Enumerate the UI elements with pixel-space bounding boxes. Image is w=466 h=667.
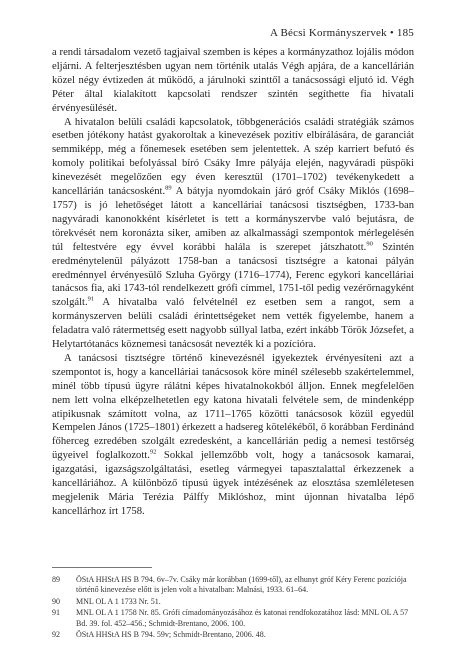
footnote-text: MNL OL A 1 1733 Nr. 51. [76,596,161,606]
footnote-number: 92 [52,630,60,640]
header-separator: • [389,27,394,39]
footnotes [52,575,414,641]
footnote-number: 89 [52,575,60,584]
footnote-reference: 89 [165,184,172,192]
paragraph-text: A tanácsosi tisztségre történő kinevezésnél igyekeztek érvényesíteni azt a szempontot is, hogy a kancelláriai tanácsosok köre minél szélesebb szakértelemmel, minél több típusú ügyre rálátni képes hivatalnokokból álljon. Ennek megfelelően nem lett volna elképzelhetetlen egy katona hivatali felvétele sem, de mindenképp atipikusnak számított volna, az 1711–1765 közötti tanácsosok közül egyedül Kempelen János (1725–1801) érkezett a hadsereg kötelékéből, ő korábban Ferdinánd főherceg ezredében szolgált ezredesként, a kancellárián pedig a nemesi testőrség ügyeivel foglalkozott. [52,352,414,462]
paragraph-text: A hivatalba való felvételnél ez esetben sem a rangot, sem a kormányszerven belüli családi érintettségeket nem vették figyelembe, hanem a feladatra való rátermettség esett nagyobb súllyal latba, ezért inkább Török Józsefet, a Helytartótanács köznemesi tanácsosát nevezték ki a pozícióra. [52,297,414,351]
footnote [52,630,414,640]
footnote-number: 91 [52,608,60,618]
body-paragraph [52,352,414,519]
body-paragraph [52,46,414,116]
body-paragraph [52,116,414,352]
footnote-rule [52,567,152,568]
paragraph-text: a rendi társadalom vezető tagjaival szemben is képes a kormányzathoz lojális módon eljárni. A felterjesztésben ugyan nem történik utalás Végh apjára, de a kancellárián közel négy évtizeden át működő, a járulnoki szinttől a tanácsossági eljutó id. Végh Péter által kialakított kapcsolati rendszer szintén segíthette fia hivatali érvényesülését. [52,47,414,114]
running-head [270,27,414,39]
footnote [52,608,414,629]
running-title: A Bécsi Kormányszervek [270,27,387,39]
footnote-text: ÖStA HHStA HS B 794. 6v–7v. Csáky már korábban (1699-től), az elhunyt gróf Kéry Ferenc pozíciója történő kinevezése előtt is jelen volt a hivatalban: Malnási, 1933. 61–64. [76,575,407,595]
paragraph-text: Szintén eredménytelenül pályázott 1758-ban a tanácsosi tisztségre a katonai pályán eredménnyel érvényesülő Szluha György (1716–1774), Ferenc egykori kancelláriai tanácsos fia, aki 1743-tól rendelkezett grófi címmel, 1751-től pedig vezérőrnagyként szolgált. [52,241,414,309]
paragraph-text: A bátyja nyomdokain járó gróf Csáky Miklós (1698–1757) is jó lehetőséget látott a kancelláriai tanácsosi tisztségben, 1733-ban nagyváradi kanonokként kísérletet is tett a kormányszervbe való bejutásra, de törekvését nem koronázta siker, amiben az alkalmassági szempontok mérlegelésén túl feltestvére egy évvel korábbi halála is szerepet játszhatott. [52,186,414,253]
footnote-text: ÖStA HHStA HS B 794. 59v; Schmidt-Brentano, 2006. 48. [76,630,266,640]
footnote-text: MNL OL A 1 1758 Nr. 85. Grófi címadományozásához és katonai rendfokozatához lásd: MNL OL A 57 Bd. 39. fol. 452–456.; Schmidt-Brentano, 2006. 100. [76,608,409,628]
footnote [52,597,414,607]
body-text [52,46,414,519]
footnote [52,575,414,596]
page-number: 185 [396,27,414,39]
footnote-number: 90 [52,596,60,606]
paragraph-text: Sokkal jellemzőbb volt, hogy a tanácsosok kamarai, igazgatási, igazságszolgáltatási, esetleg vármegyei tapasztalattal érkezzenek a kancelláriához. A különböző típusú ügyek intézésének az elosztása szemléletesen megjelenik Mária Terézia Pálffy Miklóshoz, mint újonnan hivatalba lépő kancellárhoz írt 1758. [52,450,415,517]
paragraph-text: A hivatalon belüli családi kapcsolatok, többgenerációs családi stratégiák számos esetben jótékony hatást gyakoroltak a kinevezések pozitív elbírálására, de garanciát semmiképp, még a főnemesek esetében sem jelentettek. A szép karriert befutó és komoly politikai befolyással bíró Csáky Imre pályája elején, nagyváradi püspöki kinevezését megelőzően egy éven keresztül (1701–1702) tevékenykedett a kancellárián tanácsosként. [52,116,414,198]
footnote-reference: 90 [366,240,373,248]
footnote-reference: 91 [87,295,95,303]
footnote-reference: 92 [149,448,157,456]
